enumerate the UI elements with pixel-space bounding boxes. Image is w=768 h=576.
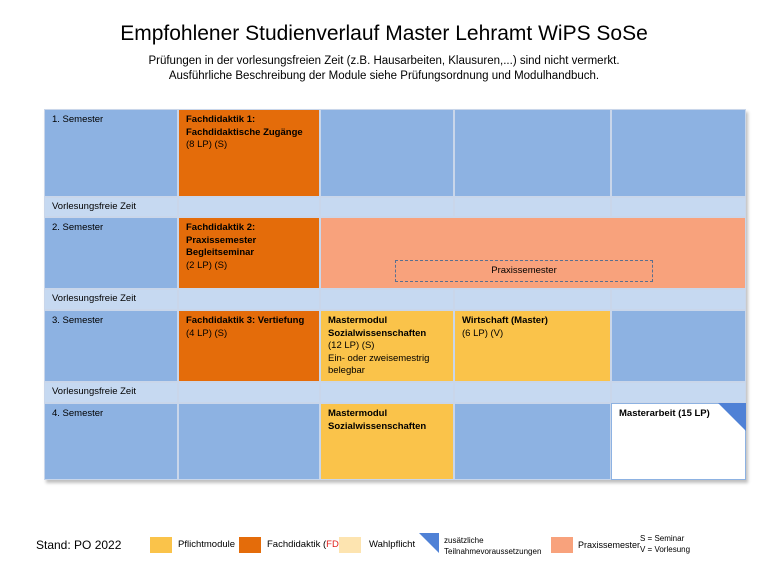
empty-cell — [178, 289, 320, 310]
legend-swatch-pflicht — [150, 537, 172, 553]
row-label-free-period-3: Vorlesungsfreie Zeit — [44, 382, 178, 403]
empty-cell — [611, 382, 746, 403]
empty-cell — [454, 289, 611, 310]
legend-swatch-wahlpflicht — [339, 537, 361, 553]
empty-cell — [454, 403, 611, 480]
subtitle-line-2: Ausführliche Beschreibung der Module siehe Prüfungsordnung und Modulhandbuch. — [168, 70, 600, 82]
stand-label: Stand: PO 2022 — [36, 538, 122, 552]
module-masterarbeit: Masterarbeit (15 LP) — [611, 403, 746, 480]
module-fachdidaktik-3: Fachdidaktik 3: Vertiefung (4 LP) (S) — [178, 310, 320, 382]
row-label-semester-1: 1. Semester — [44, 109, 178, 197]
empty-cell — [320, 197, 454, 217]
module-wirtschaft-master: Wirtschaft (Master) (6 LP) (V) — [454, 310, 611, 382]
empty-cell — [178, 403, 320, 480]
row-label-semester-3: 3. Semester — [44, 310, 178, 382]
empty-cell — [454, 382, 611, 403]
legend-swatch-praxissemester — [551, 537, 573, 553]
module-mastermodul-sozialwissenschaften-2: Mastermodul Sozialwissenschaften — [320, 403, 454, 480]
empty-cell — [611, 109, 746, 197]
empty-cell — [178, 197, 320, 217]
empty-cell — [454, 197, 611, 217]
legend-abbreviations: S = Seminar V = Vorlesung — [640, 534, 691, 554]
row-label-semester-4: 4. Semester — [44, 403, 178, 480]
empty-cell — [611, 289, 746, 310]
prerequisite-marker-icon — [718, 403, 746, 431]
row-label-free-period-2: Vorlesungsfreie Zeit — [44, 289, 178, 310]
empty-cell — [320, 289, 454, 310]
module-mastermodul-sozialwissenschaften: Mastermodul Sozialwissenschaften (12 LP) (S) Ein- oder zweisemestrig belegbar — [320, 310, 454, 382]
empty-cell — [611, 197, 746, 217]
legend-fachdidaktik: Fachdidaktik (FD — [267, 539, 339, 550]
module-fachdidaktik-2: Fachdidaktik 2: Praxissemester Begleitseminar (2 LP) (S) — [178, 217, 320, 289]
empty-cell — [611, 310, 746, 382]
module-fachdidaktik-1: Fachdidaktik 1: Fachdidaktische Zugänge (8 LP) (S) — [178, 109, 320, 197]
legend-wahlpflicht: Wahlpflicht — [369, 539, 416, 550]
page-title: Empfohlener Studienverlauf Master Lehramt WiPS SoSe — [120, 22, 648, 45]
legend-praxissemester: Praxissemester — [578, 540, 641, 550]
praxissemester-label: Praxissemester — [395, 260, 653, 282]
subtitle-line-1: Prüfungen in der vorlesungsfreien Zeit (z.B. Hausarbeiten, Klausuren,...) sind nicht vermerkt. — [148, 55, 620, 67]
empty-cell — [320, 382, 454, 403]
empty-cell — [454, 109, 611, 197]
legend-prerequisite-icon — [419, 533, 439, 553]
row-label-semester-2: 2. Semester — [44, 217, 178, 289]
legend-swatch-fachdidaktik — [239, 537, 261, 553]
legend-pflichtmodule: Pflichtmodule — [178, 539, 236, 550]
empty-cell — [320, 109, 454, 197]
row-label-free-period-1: Vorlesungsfreie Zeit — [44, 197, 178, 217]
empty-cell — [178, 382, 320, 403]
legend-zusaetzliche-teilnahmevoraussetzungen: zusätzliche Teilnahmevoraussetzungen — [444, 536, 542, 556]
